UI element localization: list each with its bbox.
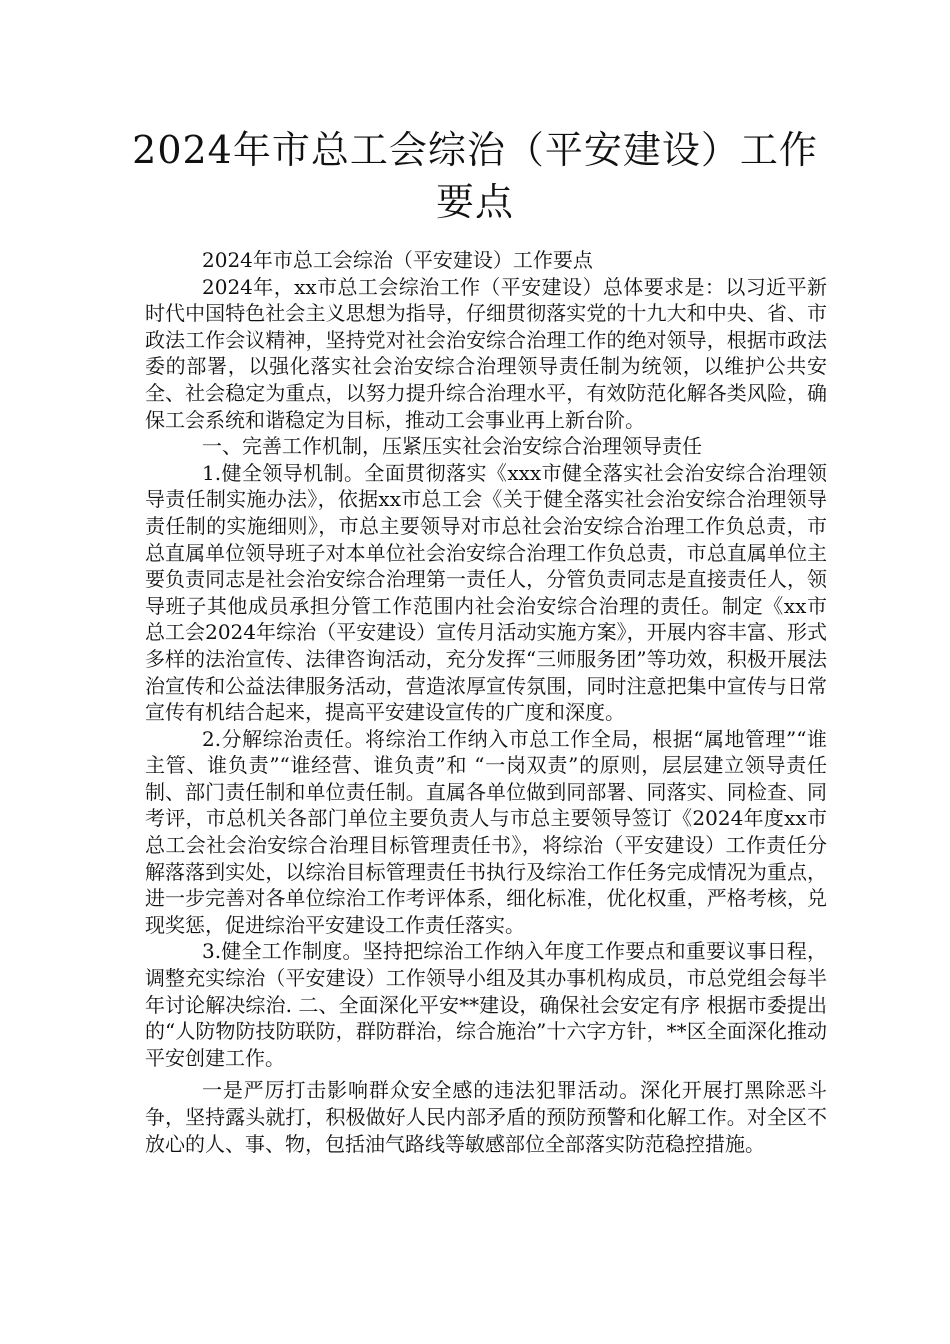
section-heading-1: 一、完善工作机制，压紧压实社会治安综合治理领导责任: [202, 434, 702, 459]
document-body: [145, 247, 827, 1157]
paragraph-item-2: 2.分解综治责任。将综治工作纳入市总工作全局，根据“属地管理”“谁主管、谁负责”“谁经营、谁负责”和 “一岗双责”的原则，层层建立领导责任制、部门责任制和单位责任制。直属各单位做到同部署、同落实、同检查、同考评，市总机关各部门单位主要负责人与市总主要领导签订《2024年度xx市总工会社会治安综合治理目标管理责任书》，将综治（平安建设）工作责任分解落落到实处，以综治目标管理责任书执行及综治工作任务完成情况为重点，进一步完善对各单位综治工作考评体系，细化标准，优化权重，严格考核，兑现奖惩，促进综治平安建设工作责任落实。: [145, 726, 827, 937]
paragraph-item-3: 3.健全工作制度。坚持把综治工作纳入年度工作要点和重要议事日程，调整充实综治（平安建设）工作领导小组及其办事机构成员，市总党组会每半年讨论解决综治. 二、全面深化平安**建设，确保社会安定有序 根据市委提出的“人防物防技防联防，群防群治，综合施治”十六字方针，**区全面深化推动平安创建工作。: [145, 939, 827, 1070]
document-title: 2024年市总工会综治（平安建设）工作要点: [132, 128, 818, 224]
paragraph-point-1: 一是严厉打击影响群众安全感的违法犯罪活动。深化开展打黑除恶斗争，坚持露头就打，积极做好人民内部矛盾的预防预警和化解工作。对全区不放心的人、事、物，包括油气路线等敏感部位全部落实防范稳控措施。: [145, 1078, 827, 1156]
paragraph-item-1: 1.健全领导机制。全面贯彻落实《xxx市健全落实社会治安综合治理领导责任制实施办法》，依据xx市总工会《关于健全落实社会治安综合治理领导责任制的实施细则》，市总主要领导对市总社会治安综合治理工作负总责，市总直属单位领导班子对本单位社会治安综合治理工作负总责，市总直属单位主要负责同志是社会治安综合治理第一责任人，分管负责同志是直接责任人，领导班子其他成员承担分管工作范围内社会治安综合治理的责任。制定《xx市总工会2024年综治（平安建设）宣传月活动实施方案》，开展内容丰富、形式多样的法治宣传、法律咨询活动，充分发挥“三师服务团”等功效，积极开展法治宣传和公益法律服务活动，营造浓厚宣传氛围，同时注意把集中宣传与日常宣传有机结合起来，提高平安建设宣传的广度和深度。: [145, 460, 827, 725]
paragraph-overview: 2024年，xx市总工会综治工作（平安建设）总体要求是：以习近平新时代中国特色社会主义思想为指导，仔细贯彻落实党的十九大和中央、省、市政法工作会议精神，坚持党对社会治安综合治理工作的绝对领导，根据市政法委的部署，以强化落实社会治安综合治理领导责任制为统领，以维护公共安全、社会稳定为重点，以努力提升综合治理水平，有效防范化解各类风险，确保工会系统和谐稳定为目标，推动工会事业再上新台阶。: [145, 274, 827, 432]
body-subtitle: 2024年市总工会综治（平安建设）工作要点: [202, 248, 593, 272]
